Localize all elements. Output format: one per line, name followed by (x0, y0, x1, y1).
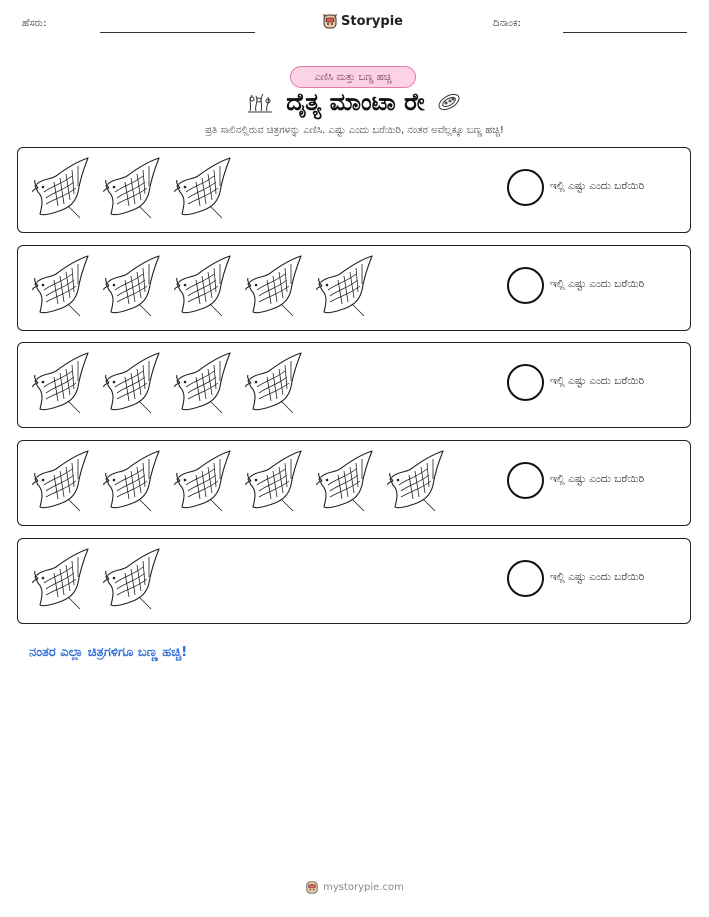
title-row (0, 88, 709, 116)
manta-ray-icon[interactable] (245, 449, 307, 515)
answer-circle[interactable] (507, 267, 544, 304)
answer-label: ಇಲ್ಲಿ ಎಷ್ಟು ಎಂದು ಬರೆಯಿರಿ (550, 473, 645, 485)
manta-ray-icon[interactable] (245, 351, 307, 417)
answer-label: ಇಲ್ಲಿ ಎಷ್ಟು ಎಂದು ಬರೆಯಿರಿ (550, 571, 645, 583)
count-row (17, 538, 691, 624)
answer-label: ಇಲ್ಲಿ ಎಷ್ಟು ಎಂದು ಬರೆಯಿರಿ (550, 180, 645, 192)
name-line[interactable] (100, 32, 255, 33)
seaweed-icon (246, 91, 276, 113)
plankton-icon (435, 91, 463, 113)
manta-ray-icon[interactable] (32, 156, 94, 222)
count-row (17, 147, 691, 233)
manta-ray-icon[interactable] (174, 156, 236, 222)
storypie-mascot-icon (305, 880, 319, 895)
answer-circle[interactable] (507, 560, 544, 597)
storypie-mascot-icon (322, 13, 338, 30)
manta-ray-icon[interactable] (103, 547, 165, 613)
answer-label: ಇಲ್ಲಿ ಎಷ್ಟು ಎಂದು ಬರೆಯಿರಿ (550, 278, 645, 290)
manta-ray-icon[interactable] (174, 254, 236, 320)
manta-ray-icon[interactable] (245, 254, 307, 320)
manta-ray-icon[interactable] (316, 254, 378, 320)
manta-ray-icon[interactable] (103, 351, 165, 417)
count-row (17, 342, 691, 428)
date-line[interactable] (563, 32, 687, 33)
manta-ray-icon[interactable] (103, 254, 165, 320)
name-label: ಹೆಸರು: (22, 18, 47, 29)
manta-ray-icon[interactable] (32, 351, 94, 417)
footer (0, 880, 709, 895)
count-row (17, 440, 691, 526)
manta-ray-icon[interactable] (103, 449, 165, 515)
worksheet-title: ದೈತ್ಯ ಮಾಂಟಾ ರೇ (286, 88, 425, 116)
count-row (17, 245, 691, 331)
manta-ray-icon[interactable] (32, 449, 94, 515)
answer-circle[interactable] (507, 462, 544, 499)
manta-ray-icon[interactable] (174, 449, 236, 515)
closing-note: ನಂತರ ಎಲ್ಲಾ ಚಿತ್ರಗಳಿಗೂ ಬಣ್ಣ ಹಚ್ಚಿ! (29, 645, 188, 660)
manta-ray-icon[interactable] (174, 351, 236, 417)
instructions: ಪ್ರತಿ ಸಾಲಿನಲ್ಲಿರುವ ಚಿತ್ರಗಳನ್ನು ಎಣಿಸಿ. ಎಷ್ಟು ಎಂದು ಬರೆಯಿರಿ, ನಂತರ ಅವೆಲ್ಲಕ್ಕೂ ಬಣ್ಣ ಹಚ್ಚಿ! (205, 125, 504, 136)
manta-ray-icon[interactable] (387, 449, 449, 515)
answer-circle[interactable] (507, 364, 544, 401)
manta-ray-icon[interactable] (32, 254, 94, 320)
footer-site: mystorypie.com (323, 882, 404, 893)
brand-name: Storypie (341, 14, 403, 29)
manta-ray-icon[interactable] (316, 449, 378, 515)
manta-ray-icon[interactable] (32, 547, 94, 613)
brand-logo (322, 13, 403, 30)
activity-badge: ಎಣಿಸಿ ಮತ್ತು ಬಣ್ಣ ಹಚ್ಚಿ (290, 66, 416, 88)
date-label: ದಿನಾಂಕ: (493, 18, 521, 29)
manta-ray-icon[interactable] (103, 156, 165, 222)
answer-label: ಇಲ್ಲಿ ಎಷ್ಟು ಎಂದು ಬರೆಯಿರಿ (550, 375, 645, 387)
answer-circle[interactable] (507, 169, 544, 206)
